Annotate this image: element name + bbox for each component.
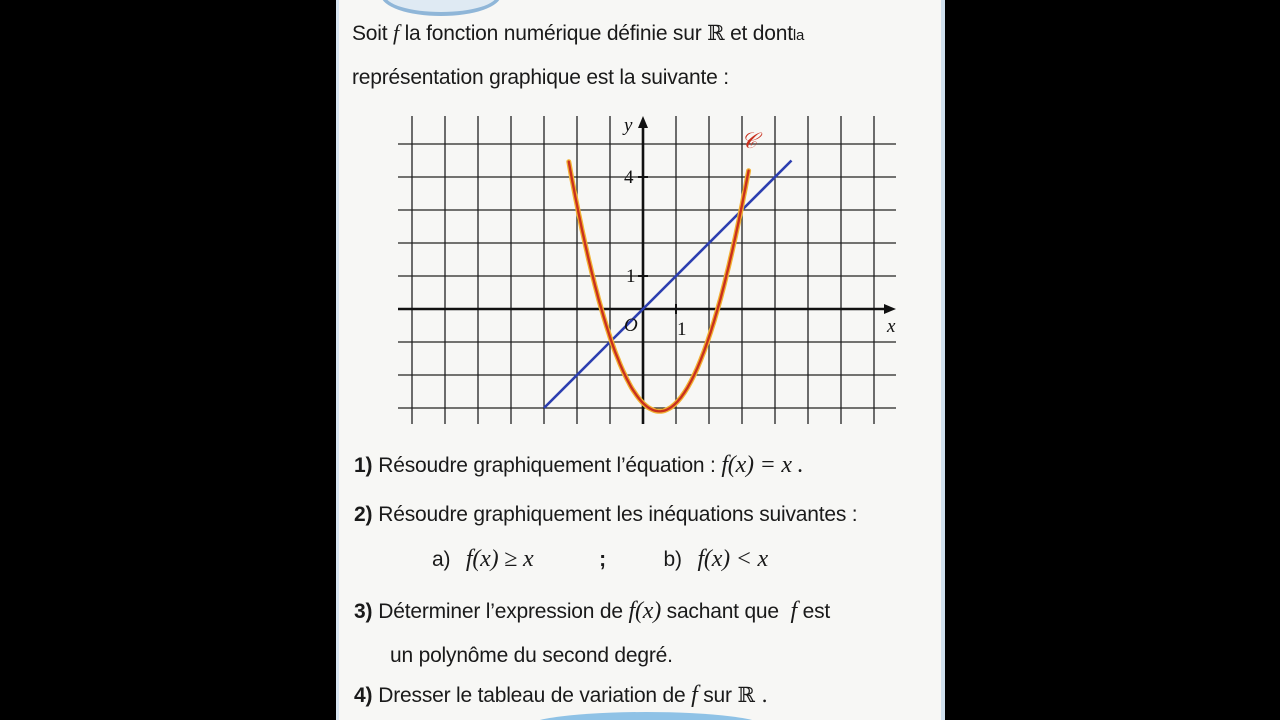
intro-text: et dont — [730, 22, 793, 45]
intro-text: Soit — [352, 22, 388, 45]
axes — [398, 116, 896, 424]
question-3 — [354, 598, 830, 625]
question-text: Dresser le tableau de variation de — [378, 684, 686, 707]
inequation-a: f(x) ≥ x — [465, 546, 534, 572]
grid — [398, 116, 896, 424]
intro-text: la — [792, 27, 805, 44]
line-y-equals-x — [544, 161, 792, 409]
question-number: 2) — [354, 503, 373, 526]
reals-symbol: ℝ — [707, 21, 725, 45]
axis-labels — [622, 115, 896, 340]
reals-symbol: ℝ . — [737, 683, 768, 707]
x-axis-arrow — [884, 304, 896, 314]
question-2-parts — [432, 546, 768, 573]
origin-label: O — [624, 315, 638, 336]
question-text: sachant que — [666, 600, 779, 623]
intro-line-2: représentation graphique est la suivante : — [352, 66, 729, 89]
function-expression: f(x) — [628, 598, 662, 624]
part-label-a: a) — [432, 548, 451, 571]
question-number: 1) — [354, 454, 373, 477]
y-tick-label-four: 4 — [624, 167, 634, 188]
y-tick-label-one: 1 — [626, 266, 636, 287]
question-1 — [354, 452, 803, 479]
intro-text: la fonction numérique définie sur — [404, 22, 702, 45]
series — [544, 161, 792, 412]
separator: ; — [599, 548, 606, 571]
y-axis-label: y — [624, 115, 633, 136]
part-label-b: b) — [663, 548, 682, 571]
function-symbol: f — [691, 682, 698, 708]
question-text: Résoudre graphiquement l’équation : — [378, 454, 716, 477]
question-text: Résoudre graphiquement les inéquations suivantes : — [378, 503, 858, 526]
question-text: est — [802, 600, 831, 623]
question-2 — [354, 503, 857, 527]
question-number: 3) — [354, 600, 373, 623]
inequation-b: f(x) < x — [697, 546, 769, 572]
question-3-line-2: un polynôme du second degré. — [390, 644, 673, 667]
question-4 — [354, 682, 768, 709]
question-number: 4) — [354, 684, 373, 707]
question-text: Déterminer l’expression de — [378, 600, 623, 623]
x-axis-label: x — [887, 316, 896, 337]
function-symbol: f — [393, 20, 399, 45]
exercise-page — [336, 0, 945, 720]
function-symbol: f — [790, 598, 797, 624]
x-tick-label-one: 1 — [677, 319, 687, 340]
equation: f(x) = x . — [721, 452, 804, 478]
y-axis-arrow — [638, 116, 648, 128]
question-text: sur — [703, 684, 732, 707]
curve-label: 𝒞 — [741, 128, 758, 153]
